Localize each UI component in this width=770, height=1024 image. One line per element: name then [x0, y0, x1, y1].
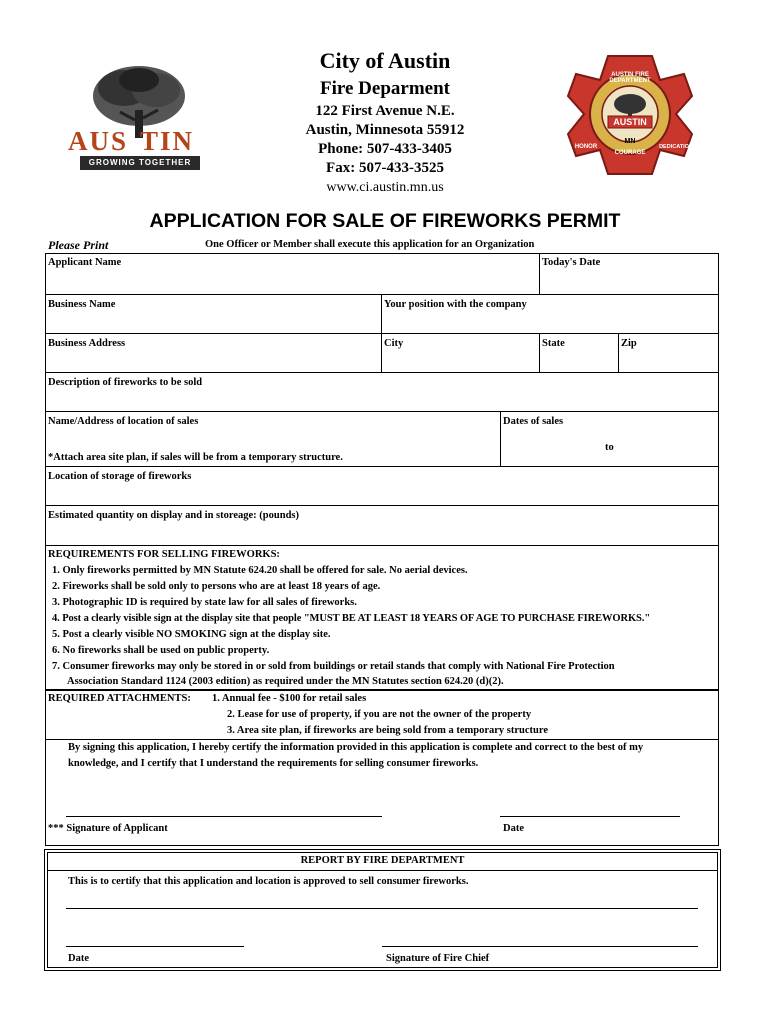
- attachment-item: 1. Annual fee - $100 for retail sales: [212, 693, 367, 704]
- report-approval-line[interactable]: [66, 908, 698, 909]
- certification-text-line1: By signing this application, I hereby certify the information provided in this application is complete and correct to the best of my: [68, 742, 644, 753]
- requirement-item: 5. Post a clearly visible NO SMOKING sign at the display site.: [52, 629, 331, 640]
- badge-honor: HONOR: [574, 144, 598, 150]
- please-print-note: Please Print: [48, 238, 109, 252]
- dept-title: Fire Deparment: [320, 78, 450, 99]
- state-label: State: [542, 338, 565, 349]
- badge-mn: MN: [624, 138, 636, 145]
- quantity-label: Estimated quantity on display and in storeage: (pounds): [48, 510, 299, 521]
- requirement-item: 7. Consumer fireworks may only be stored in or sold from buildings or retail stands that comply with National Fire Protection: [52, 661, 615, 672]
- report-date-line[interactable]: [66, 946, 244, 947]
- city-field[interactable]: [381, 333, 540, 373]
- logo-word-tin: TIN: [140, 126, 195, 156]
- attachments-heading: REQUIRED ATTACHMENTS:: [48, 693, 191, 704]
- report-heading: REPORT BY FIRE DEPARTMENT: [300, 855, 465, 866]
- attach-note: *Attach area site plan, if sales will be from a temporary structure.: [48, 452, 343, 463]
- attachment-item: 3. Area site plan, if fireworks are being sold from a temporary structure: [227, 725, 548, 736]
- storage-label: Location of storage of fireworks: [48, 471, 192, 482]
- applicant-date-label: Date: [503, 823, 524, 834]
- zip-label: Zip: [621, 338, 637, 349]
- requirement-item: 6. No fireworks shall be used on public property.: [52, 645, 270, 656]
- business-address-label: Business Address: [48, 338, 126, 349]
- fire-chief-signature-line[interactable]: [382, 946, 698, 947]
- report-date-label: Date: [68, 953, 89, 964]
- applicant-signature-label: *** Signature of Applicant: [48, 823, 168, 834]
- requirements-heading: REQUIREMENTS FOR SELLING FIREWORKS:: [48, 549, 280, 560]
- fax: Fax: 507-433-3525: [326, 160, 444, 176]
- officer-note: One Officer or Member shall execute this application for an Organization: [205, 239, 535, 250]
- badge-top-text: AUSTIN FIRE DEPARTMENT: [609, 72, 651, 84]
- austin-city-logo: [64, 58, 214, 178]
- report-statement: This is to certify that this application and location is approved to sell consumer fireworks.: [68, 876, 469, 887]
- logo-word-aus: AUS: [68, 126, 129, 156]
- phone: Phone: 507-433-3405: [318, 141, 452, 157]
- logo-tagline: GROWING TOGETHER: [80, 156, 200, 170]
- fire-chief-signature-label: Signature of Fire Chief: [386, 953, 490, 964]
- certification-text-line2: knowledge, and I certify that I understand the requirements for selling consumer fireworks.: [68, 758, 479, 769]
- requirement-item: 3. Photographic ID is required by state law for all sales of fireworks.: [52, 597, 357, 608]
- applicant-name-label: Applicant Name: [48, 257, 122, 268]
- badge-courage: COURAGE: [614, 150, 646, 156]
- business-name-label: Business Name: [48, 299, 116, 310]
- city-title: City of Austin: [319, 48, 451, 73]
- badge-center-text: AUSTIN: [613, 117, 647, 127]
- form-title: APPLICATION FOR SALE OF FIREWORKS PERMIT: [149, 210, 621, 232]
- position-label: Your position with the company: [384, 299, 527, 310]
- dates-sales-label: Dates of sales: [503, 416, 564, 427]
- fire-department-badge: [560, 52, 700, 180]
- applicant-signature-line[interactable]: [66, 816, 382, 817]
- todays-date-label: Today's Date: [542, 257, 601, 268]
- location-sales-label: Name/Address of location of sales: [48, 416, 199, 427]
- requirement-item: 1. Only fireworks permitted by MN Statute 624.20 shall be offered for sale. No aerial devices.: [52, 565, 468, 576]
- requirement-item: 2. Fireworks shall be sold only to persons who are at least 18 years of age.: [52, 581, 381, 592]
- city-label: City: [384, 338, 404, 349]
- requirement-item: 4. Post a clearly visible sign at the display site that people "MUST BE AT LEAST 18 YEARS OF AGE TO PURCHASE FIREWORKS.": [52, 613, 651, 624]
- dates-to-label: to: [605, 442, 614, 453]
- applicant-date-line[interactable]: [500, 816, 680, 817]
- badge-dedication: DEDICATION: [659, 144, 693, 150]
- requirement-item: Association Standard 1124 (2003 edition) as required under the MN Statutes section 624.20 (d)(2).: [67, 676, 504, 687]
- attachment-item: 2. Lease for use of property, if you are not the owner of the property: [227, 709, 532, 720]
- description-label: Description of fireworks to be sold: [48, 377, 203, 388]
- address-line2: Austin, Minnesota 55912: [305, 122, 465, 138]
- website-link[interactable]: www.ci.austin.mn.us: [326, 180, 444, 195]
- address-line1: 122 First Avenue N.E.: [315, 103, 455, 119]
